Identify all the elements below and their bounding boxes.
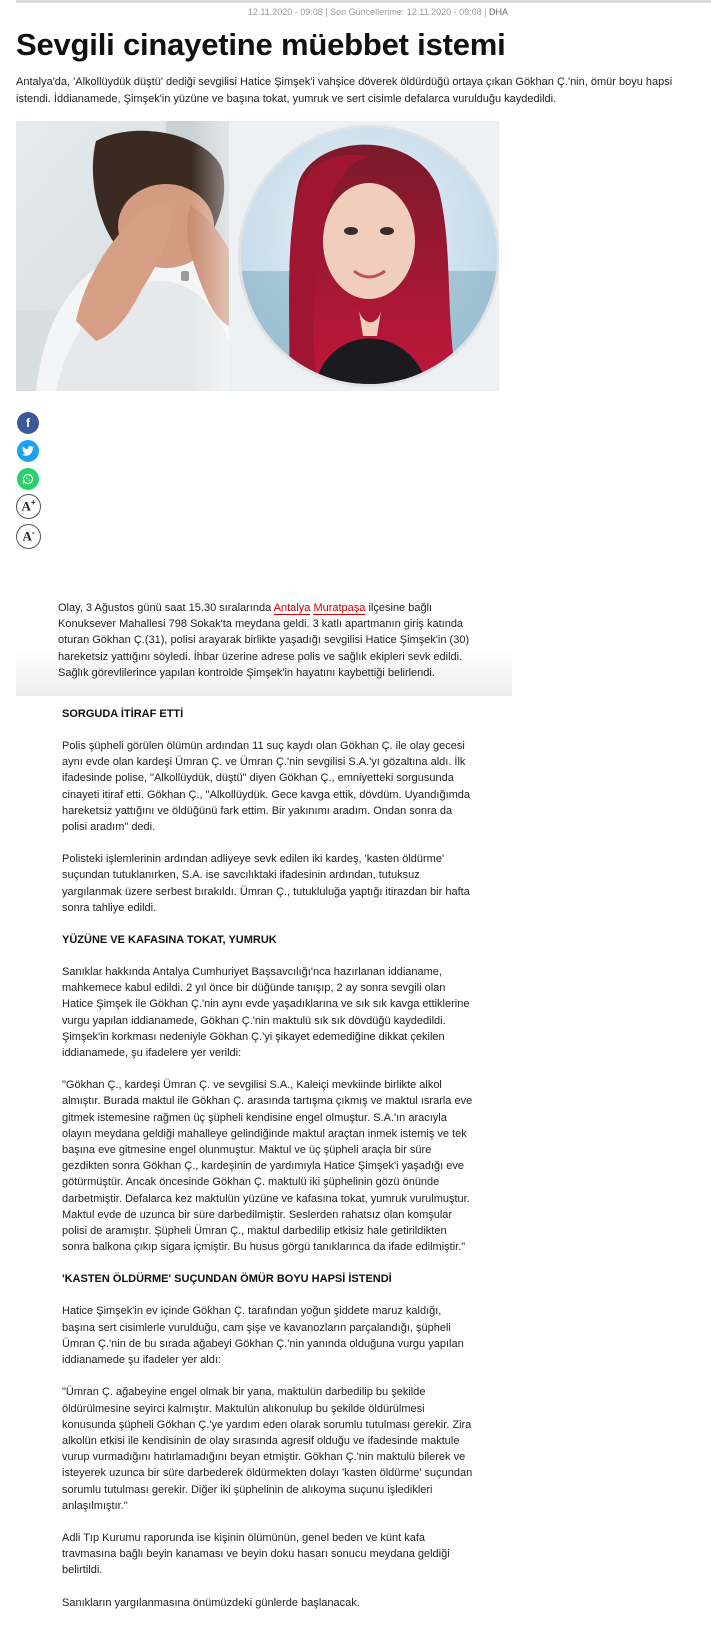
- article-hero-image: [16, 121, 499, 391]
- body-paragraph: Sanıklar hakkında Antalya Cumhuriyet Başsavcılığı'nca hazırlanan iddianame, mahkemece kabul edildi. 2 yıl önce bir düğünde tanışıp, 2 ay sonra sevgili olan Hatice Şimşek ile Gökhan Ç.'nin aynı evde yaşadıklarına ve sık sık kavga ettiklerine vurgu yapılan iddianamede, Gökhan Ç.'nin maktulü sık sık dövdüğü kaydedildi. Şimşek'in korkması nedeniyle Gökhan Ç.'yi şikayet edemediğine dikkat çekilen iddianamede, şu ifadelere yer verildi:: [62, 966, 470, 1060]
- section-heading: YÜZÜNE VE KAFASINA TOKAT, YUMRUK: [62, 934, 277, 947]
- body-paragraph: Sanıkların yargılanmasına önümüzdeki günlerde başlanacak.: [62, 1596, 360, 1609]
- facebook-icon: f: [26, 416, 30, 430]
- published-date: 12.11.2020 - 09:08: [247, 7, 323, 17]
- meta-separator: |: [325, 7, 331, 17]
- link-muratpasa[interactable]: Muratpaşa: [313, 602, 366, 614]
- whatsapp-share-button[interactable]: [17, 468, 39, 490]
- body-quote: "Ümran Ç. ağabeyine engel olmak bir yana, maktulün darbedilip bu şekilde öldürülmesine seyirci kalmıştır. Maktulün alıkonulup bu şekilde öldürülmesi konusunda şüpheli Gökhan Ç.'ye yardım eden olarak sorumlu tutulması gerekir. Zira alkolün etkisi ile kendisinin de olay sırasında agresif olduğu ve ifadesinde maktule vurup vurmadığını hatırlamadığını beyan etmiştir. Gökhan Ç.'nin maktulü bilerek ve isteyerek uzunca bir süre darbederek öldürmekten dolayı 'kasten öldürme' suçundan sorumlu tutulması gerekir. Diğer iki şüphelinin de alıkoyma suçunu işledikleri anlaşılmıştır.": [62, 1386, 473, 1512]
- body-quote: "Gökhan Ç., kardeşi Ümran Ç. ve sevgilisi S.A., Kaleiçi mevkiinde birlikte alkol almıştır. Burada maktul ile Gökhan Ç. arasında tartışma çıkmış ve maktul ısrarla eve gitmek istemesine rağmen üç şüpheli kendisine engel olmuştur. S.A.'ın aracıyla olayın meydana geldiği mahalleye gelindiğinde maktul araçtan inmek istemiş ve tek başına eve gitmesine engel olunmuştur. Maktul ve üç şüpheli araçla bir süre gezdikten sonra Gökhan Ç., kardeşinin de yardımıyla Hatice Şimşek'i yaşadığı eve götürmüştür. Ancak öncesinde Gökhan Ç. maktulü iki şüphelinin gözü önünde darbetmiştir. Defalarca kez maktulün yüzüne ve kafasına tokat, yumruk vurulmuştur. Maktul evde de uzunca bir süre darbedilmiştir. Seslerden rahatsız olan komşular polisi de aramıştır. Şüpheli Ümran Ç., maktul darbedilip etkisiz hale getirildikten sonra balkona çıkıp sigara içmiştir. Bu husus görgü tanıklarınca da ifade edilmiştir.": [62, 1079, 473, 1254]
- body-paragraph: Polis şüpheli görülen ölümün ardından 11 suç kaydı olan Gökhan Ç. ile olay gecesi aynı evde olan kardeşi Ümran Ç. ve Ümran Ç.'nin sevgilisi S.A.'yı gözaltına aldı. İlk ifadesinde polise, "Alkollüydük, düştü" diyen Gökhan Ç., emniyetteki sorgusunda cinayeti itiraf etti. Gökhan Ç., "Alkollüydük. Gece kavga ettik, dövdüm. Uyandığımda hareketsiz yattığını ve öldüğünü fark ettim. Bir yakınımı aradım. Ondan sonra da polisi aradım" dedi.: [62, 740, 471, 834]
- font-decrease-button[interactable]: [16, 524, 41, 549]
- font-increase-button[interactable]: [16, 494, 41, 519]
- body-paragraph: Polisteki işlemlerinin ardından adliyeye sevk edilen iki kardeş, 'kasten öldürme' suçundan tutuklanırken, S.A. ise savcılıktaki ifadesinin ardından, tutuksuz yargılanmak üzere serbest bırakıldı. Ümran Ç., tutukluluğa yaptığı itirazdan bir hafta sonra tahliye edildi.: [62, 853, 470, 914]
- section-heading: 'KASTEN ÖLDÜRME' SUÇUNDAN ÖMÜR BOYU HAPSİ İSTENDİ: [62, 1273, 392, 1286]
- font-decrease-icon: A-: [22, 528, 35, 544]
- body-paragraph: Adli Tıp Kurumu raporunda ise kişinin ölümünün, genel beden ve künt kafa travmasına bağlı beyin kanaması ve beyin doku hasarı sonucu meydana geldiği belirtildi.: [62, 1531, 450, 1577]
- section-heading: SORGUDA İTİRAF ETTİ: [62, 708, 184, 720]
- meta-separator: |: [484, 7, 489, 17]
- twitter-share-button[interactable]: [17, 440, 39, 462]
- news-source: DHA: [488, 7, 508, 17]
- top-divider: [16, 0, 711, 3]
- font-increase-icon: A+: [21, 498, 36, 514]
- article-lead: Antalya'da, 'Alkollüydük düştü' dediği sevgilisi Hatice Şimşek'i vahşice döverek öldürdüğü ortaya çıkan Gökhan Ç.'nin, ömür boyu hapsi istendi. İddianamede, Şimşek'in yüzüne ve başına tokat, yumruk ve sert cisimle defalarca vurulduğu kaydedildi.: [16, 76, 673, 105]
- article-body: [62, 706, 476, 1627]
- twitter-icon: [22, 446, 34, 456]
- whatsapp-icon: [22, 473, 34, 485]
- updated-label: Son Güncellenme:: [330, 7, 405, 17]
- article-meta: [248, 7, 508, 17]
- hero-photo-woman: [229, 121, 499, 391]
- updated-date: 12.11.2020 - 09:08: [406, 7, 482, 17]
- article-title: Sevgili cinayetine müebbet istemi: [16, 27, 506, 62]
- facebook-share-button[interactable]: [17, 412, 39, 434]
- intro-paragraph: Olay, 3 Ağustos günü saat 15.30 sıralarında Antalya Muratpaşa ilçesine bağlı Konuksever Mahallesi 798 Sokak'ta meydana geldi. 3 katlı apartmanın giriş katında oturan Gökhan Ç.(31), polisi arayarak birlikte yaşadığı sevgilisi Hatice Şimşek'in (30) hareketsiz yattığını söyledi. İhbar üzerine adrese polis ve sağlık ekipleri sevk edildi. Sağlık görevlilerince yapılan kontrolde Şimşek'in hayatını kaybettiği belirlendi.: [58, 602, 470, 679]
- body-paragraph: Hatice Şimşek'in ev içinde Gökhan Ç. tarafından yoğun şiddete maruz kaldığı, başına sert cisimlerle vurulduğu, cam şişe ve kavanozların parçalandığı, şüpheli Ümran Ç.'nin de bu sırada ağabeyi Gökhan Ç.'nin yanında olduğuna vurgu yapılan iddianamede şu ifadeler yer aldı:: [62, 1305, 464, 1367]
- link-antalya[interactable]: Antalya: [273, 602, 311, 614]
